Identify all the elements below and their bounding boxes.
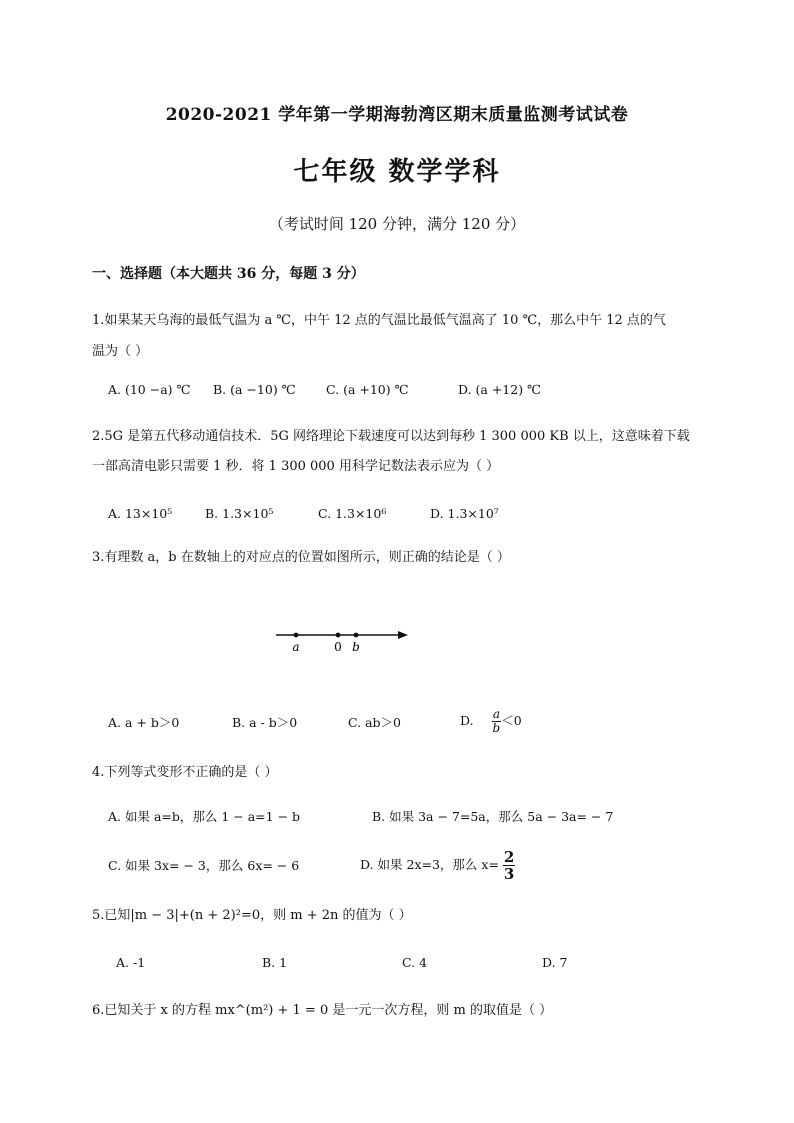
number-line-arrow-icon <box>398 631 408 639</box>
point-zero-dot <box>336 633 341 638</box>
q2-option-a: A. 13×10⁵ <box>108 506 173 521</box>
q4-option-b: B. 如果 3a − 7=5a，那么 5a − 3a= − 7 <box>372 809 614 824</box>
q1-option-c: C. (a +10) ℃ <box>326 382 409 397</box>
q1-stem-line2: 温为（ ） <box>92 344 149 359</box>
q1-option-a: A. (10 −a) ℃ <box>108 382 191 397</box>
q4-fraction-numerator: 2 <box>503 848 515 866</box>
point-a-label: a <box>292 640 300 654</box>
q3-option-d-prefix: D. <box>460 713 474 728</box>
point-b-dot <box>354 633 359 638</box>
q5-option-d: D. 7 <box>542 955 568 970</box>
exam-subject: 七年级 数学学科 <box>293 157 501 187</box>
exam-info: （考试时间 120 分钟，满分 120 分） <box>268 215 526 233</box>
exam-title: 2020-2021 学年第一学期海勃湾区期末质量监测考试试卷 <box>165 105 629 125</box>
q4-stem: 4.下列等式变形不正确的是（ ） <box>92 765 278 780</box>
section-heading: 一、选择题（本大题共 36 分，每题 3 分） <box>92 266 365 282</box>
q3-option-d <box>460 708 522 735</box>
q1-stem-line1: 1.如果某天乌海的最低气温为 a ℃，中午 12 点的气温比最低气温高了 10 ℃，那么中午 12 点的气 <box>92 313 666 328</box>
q3-option-c: C. ab＞0 <box>348 715 401 730</box>
q4-option-c: C. 如果 3x= − 3，那么 6x= − 6 <box>108 858 300 873</box>
q5-option-c: C. 4 <box>402 955 428 970</box>
q3-stem: 3.有理数 a，b 在数轴上的对应点的位置如图所示，则正确的结论是（ ） <box>92 550 510 565</box>
q3-fraction-denominator: b <box>492 721 501 735</box>
q2-option-c: C. 1.3×10⁶ <box>318 506 387 521</box>
point-a-dot <box>294 633 299 638</box>
q2-stem-line1: 2.5G 是第五代移动通信技术．5G 网络理论下载速度可以达到每秒 1 300 000 KB 以上，这意味着下载 <box>92 429 690 444</box>
q4-option-d-fraction <box>503 849 515 882</box>
number-line-figure <box>270 620 420 660</box>
q3-fraction-numerator: a <box>492 707 500 721</box>
q4-fraction-denominator: 3 <box>503 865 515 883</box>
q2-option-d: D. 1.3×10⁷ <box>430 506 499 521</box>
q4-option-d-prefix: D. 如果 2x=3，那么 x= <box>360 857 499 872</box>
q5-option-a: A. -1 <box>116 955 146 970</box>
q2-option-b: B. 1.3×10⁵ <box>205 506 274 521</box>
q4-option-d <box>360 849 515 882</box>
q6-stem: 6.已知关于 x 的方程 mx^(m²) + 1 = 0 是一元一次方程，则 m 的取值是（ ） <box>92 1003 553 1018</box>
q1-option-d: D. (a +12) ℃ <box>458 382 542 397</box>
q3-option-b: B. a - b＞0 <box>232 715 298 730</box>
point-b-label: b <box>352 640 360 654</box>
q4-option-a: A. 如果 a=b，那么 1 − a=1 − b <box>108 809 301 824</box>
q5-option-b: B. 1 <box>262 955 288 970</box>
q1-option-b: B. (a −10) ℃ <box>213 382 296 397</box>
q5-stem: 5.已知|m − 3|+(n + 2)²=0，则 m + 2n 的值为（ ） <box>92 908 412 923</box>
point-zero-label: 0 <box>334 640 342 654</box>
q3-option-a: A. a + b＞0 <box>108 715 180 730</box>
q2-stem-line2: 一部高清电影只需要 1 秒．将 1 300 000 用科学记数法表示应为（ ） <box>92 459 500 474</box>
q3-option-d-suffix: ＜0 <box>501 713 522 728</box>
q3-option-d-fraction <box>492 708 502 735</box>
